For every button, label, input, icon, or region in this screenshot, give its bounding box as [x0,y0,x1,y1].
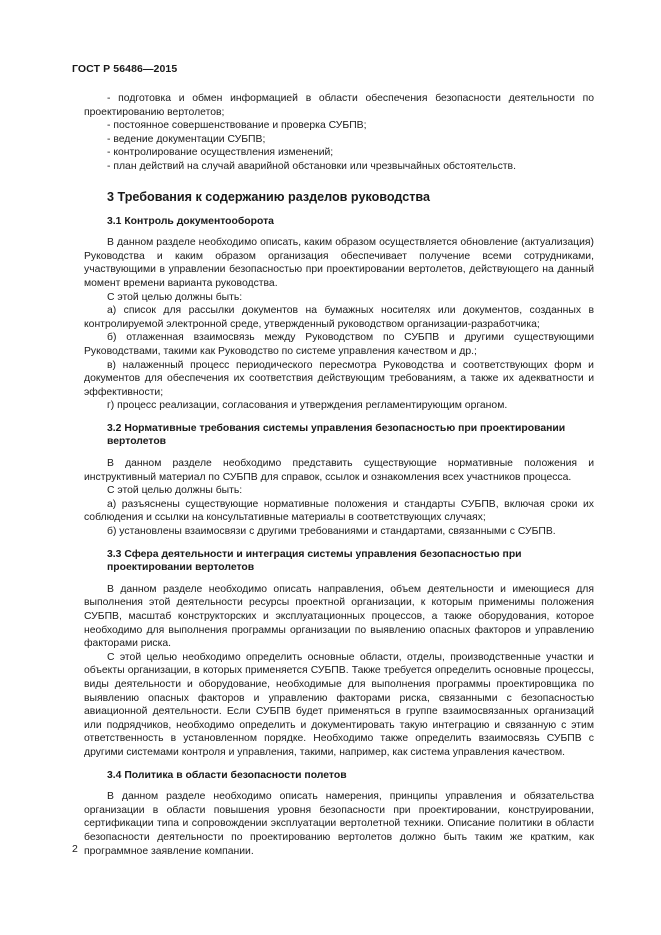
list-item: - подготовка и обмен информацией в области обеспечения безопасности деятельности по проектированию вертолетов; [84,93,594,118]
list-item: б) установлены взаимосвязи с другими требованиями и стандартами, связанными с СУБПВ. [107,526,556,538]
paragraph: В данном разделе необходимо представить существующие нормативные положения и инструктивный материал по СУБПВ для справок, ссылок и ознакомления всех участников процесса. [84,458,594,483]
subsection-heading: 3.4 Политика в области безопасности полетов [107,769,347,781]
list-item: б) отлаженная взаимосвязь между Руководством по СУБПВ и другими существующими Руководствами, такими как Руководство по системе управления качеством и др.; [84,332,594,357]
paragraph: С этой целью должны быть: [107,485,243,497]
list-item: - постоянное совершенствование и проверка СУБПВ; [107,120,367,132]
paragraph: В данном разделе необходимо описать, каким образом осуществляется обновление (актуализация) Руководства и каким образом организация обеспечивает получение всеми сотрудниками, участвующими в управлении безопасностью при проектировании вертолетов, действующего на данный момент времени варианта руководства. [84,237,594,289]
list-item: а) разъяснены существующие нормативные положения и стандарты СУБПВ, включая сроки их соблюдения и ссылки на консультативные материалы в соответствующих случаях; [84,498,594,524]
list-item: - контролирование осуществления изменений; [107,147,334,159]
list-item: в) налаженный процесс периодического пересмотра Руководства и соответствующих форм и документов для обеспечения их соответствия действующим требованиям, а также их адекватности и эффективности; [84,359,594,398]
section-heading: 3 Требования к содержанию разделов руководства [107,189,430,204]
document-header: ГОСТ Р 56486—2015 [72,63,178,75]
list-item: - ведение документации СУБПВ; [107,133,266,145]
document-body [84,92,594,858]
page-number: 2 [72,843,78,855]
list-item: а) список для рассылки документов на бумажных носителях или документов, созданных в контролируемой электронной среде, утвержденный руководством организации-разработчика; [84,305,594,330]
paragraph: С этой целью должны быть: [107,291,243,303]
subsection-heading: 3.1 Контроль документооборота [107,215,274,227]
subsection-heading: 3.2 Нормативные требования системы управления безопасностью при проектировании вертолетов [107,422,566,448]
paragraph: С этой целью необходимо определить основные области, отделы, производственные участки и объекты организации, в которых применяется СУБПВ. Также требуется определить основные процессы, виды деятельности и оборудование, необходимые для выполнения программы проектировщика по выявлению опасных факторов и управлению факторами риска, связанными с безопасностью авиационной деятельности. Если СУБПВ будет применяться в группе взаимосвязанных организаций или подрядчиков, необходимо определить и документировать такую интеграцию и связанную с этим ответственность в установленном порядке. Необходимо также определить взаимосвязь СУБПВ с другими системами контроля и управления, такими, например, как система управления качеством. [84,651,594,758]
subsection-heading: 3.3 Сфера деятельности и интеграция системы управления безопасностью при проектировании вертолетов [107,548,522,574]
paragraph: В данном разделе необходимо описать намерения, принципы управления и обязательства организации в области повышения уровня безопасности при проектировании, конструировании, сертификации типа и сопровождении эксплуатации вертолетной техники. Описание политики в области безопасности деятельности по проектированию вертолетов должно быть таким же кратким, как программное заявление компании. [84,791,594,857]
paragraph: В данном разделе необходимо описать направления, объем деятельности и имеющиеся для выполнения этой деятельности ресурсы проектной организации, к которым применимы положения СУБПВ, масштаб конструкторских и эксплуатационных процессов, а также оборудования, которое необходимо для выполнения программы организации по выявлению опасных факторов и управлению факторами риска. [84,583,594,650]
list-item: - план действий на случай аварийной обстановки или чрезвычайных обстоятельств. [107,160,516,172]
list-item: г) процесс реализации, согласования и утверждения регламентирующим органом. [107,400,508,412]
